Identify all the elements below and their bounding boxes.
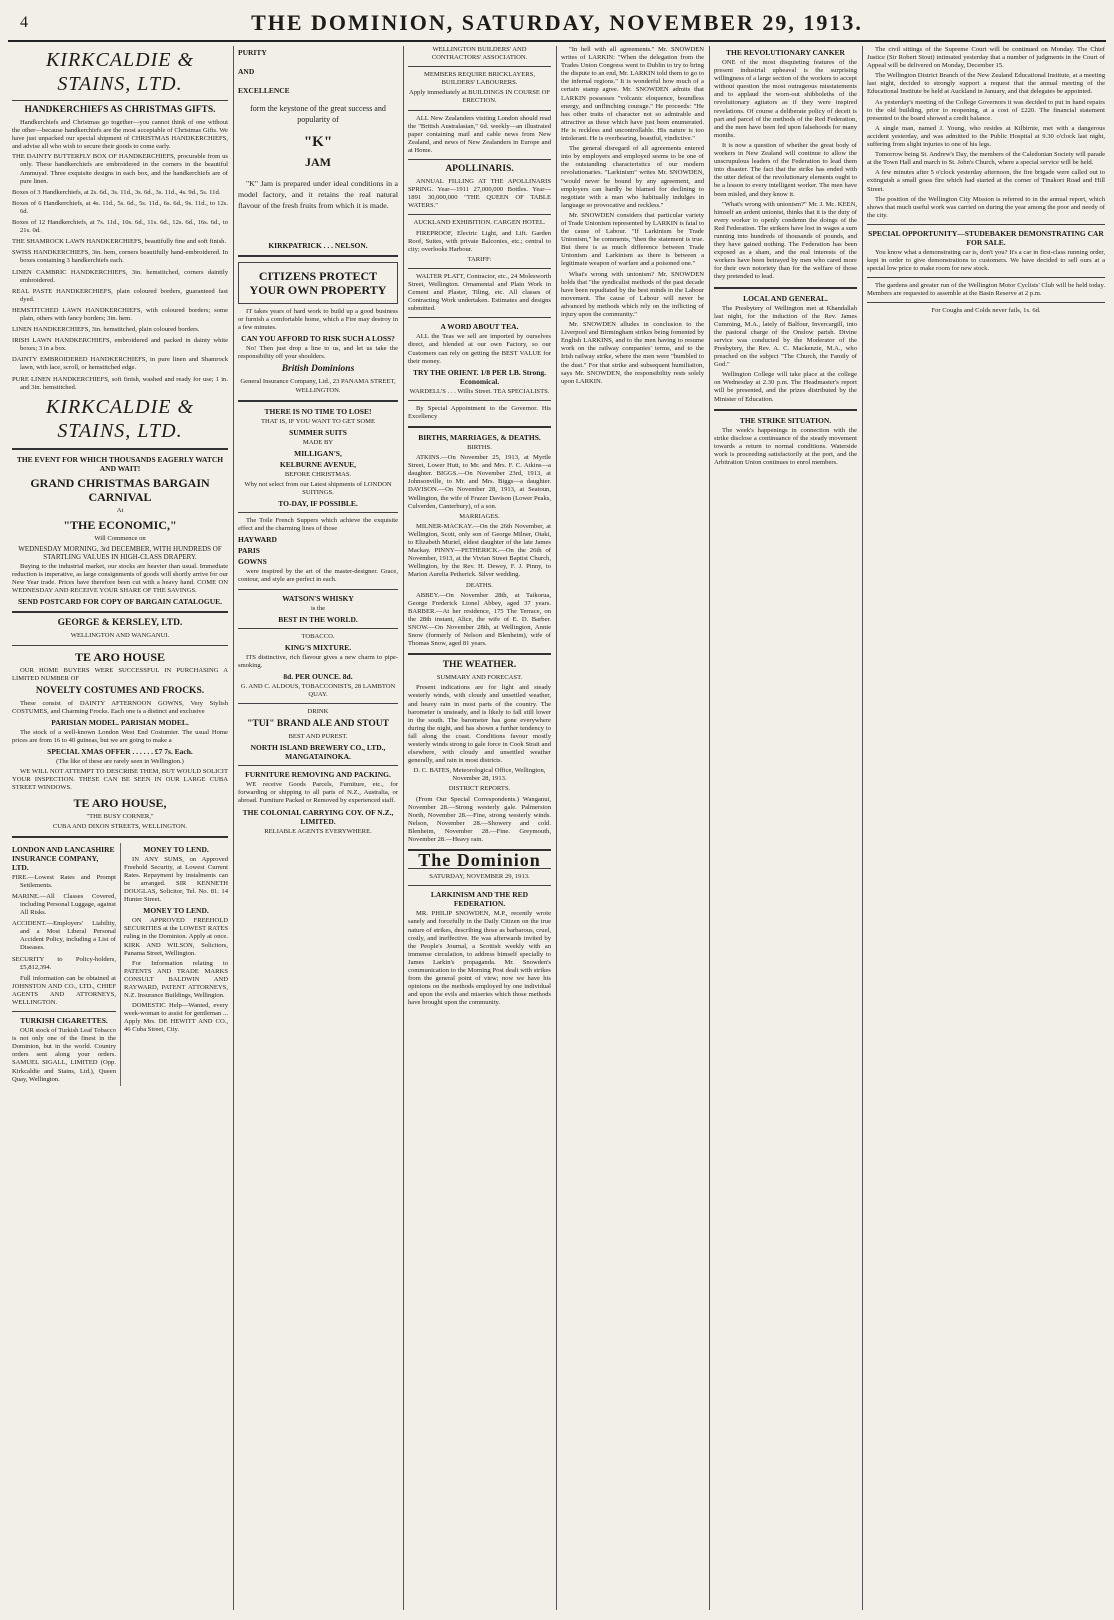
te-aro-text: These consist of DAINTY AFTERNOON GOWNS, Very Stylish COSTUMES, and Charming Frocks. Each one is a distinct and exclusive <box>12 699 228 715</box>
that-line: THAT IS, IF YOU WANT TO GET SOME <box>260 417 376 425</box>
local-paragraph: The Wellington District Branch of the New Zealand Educational Institute, at a meeting last night, decided to strongly support a request that the annual meeting of the Educational Institute be held at Auckland in January, and that delegates be appointed. <box>867 72 1105 96</box>
today-line: TO-DAY, IF POSSIBLE. <box>278 499 358 509</box>
made-line: MADE BY <box>302 438 334 446</box>
kings-heading: KING'S MIXTURE. <box>284 642 352 652</box>
money-heading: MONEY TO LEND. <box>143 844 209 854</box>
nodrop-text: No! Then just drop a line to us, and let us take the responsibility off your shoulders. <box>238 345 398 361</box>
handkerchief-item: THE SHAMROCK LAWN HANDKERCHIEFS, beautifully fine and soft finish. <box>12 238 227 246</box>
kirkcaldie-logo: KIRKCALDIE & STAINS, LTD. <box>45 49 195 95</box>
tariff-line: TARIFF: <box>467 255 492 263</box>
northisland-line: NORTH ISLAND BREWERY CO., LTD., MANGATAINOKA. <box>250 743 386 762</box>
money-text: ON APPROVED FREEHOLD SECURITIES at the LOWEST RATES ruling in the Dominion. Apply at once. KIRK AND WILSON, Solicitors, Panama Street, Wellington. <box>124 917 228 957</box>
kirkcaldie-logo: KIRKCALDIE & STAINS, LTD. <box>45 395 195 442</box>
milligan-line: MILLIGAN'S, <box>294 448 342 458</box>
novelty-heading: NOVELTY COSTUMES AND FROCKS. <box>35 685 205 696</box>
motor-cyclists-text: The gardens and greater run of the Wellington Motor Cyclists' Club will be held today. Members are requested to assemble at the Basin Reserve at 2 p.m. <box>867 282 1105 298</box>
handkerchief-item: DAINTY EMBROIDERED HANDKERCHIEFS, in pure linen and Shamrock lawn, with lace, scroll, or hemstitched edge. <box>12 356 228 372</box>
before-line: BEFORE CHRISTMAS. <box>284 470 352 478</box>
british-dominions-sub: General Insurance Company, Ltd., 23 PANAMA STREET, WELLINGTON. <box>240 378 396 394</box>
local-paragraph: A single man, named J. Young, who resides at Kilbirnie, met with a dangerous accident yesterday, and was admitted to the Public Hospital at 9.30 o'clock last night, suffering from slight injuries to one of his legs. <box>867 124 1105 149</box>
isthe-line: is the <box>310 604 326 612</box>
column-3 <box>408 46 551 1610</box>
local-paragraph: As yesterday's meeting of the College Governors it was decided to put in hand repairs to the old building, prior to reopening, at a cost of £220. The financial statement presented to the board showed a credit balance. <box>867 98 1105 122</box>
george-kersley-sub: WELLINGTON AND WANGANUI. <box>70 632 170 640</box>
george-kersley-heading: GEORGE & KERSLEY, LTD. <box>57 618 183 629</box>
canker-paragraph: It is now a question of whether the great body of workers in New Zealand will continue to allow the unscrupulous leaders of the Federation to lead them into disaster. The fact that the strike has ended with the utter defeat of the revolutionary elements ought to be a lesson to every intelligent worker. The men have been misled, and they know it. <box>714 141 857 198</box>
apply-text: Apply immediately at BUILDINGS IN COURSE OF ERECTION. <box>408 89 551 105</box>
members-text: MEMBERS REQUIRE BRICKLAYERS, BUILDERS' LABOURERS. <box>424 71 535 87</box>
handkerchief-item: LINEN HANDKERCHIEFS, 3in. hemstitched, plain coloured borders. <box>12 326 200 334</box>
british-dominions-heading: British Dominions <box>281 364 355 375</box>
weather-text: Present indications are for light and steady westerly winds, with cloudy and unsettled weather, and heavy rain in most parts of the country. The barometer is unsteady, and is likely to fall still lower in the south. The barometer has gone everywhere during the night, and has shown a further tendency to fall along the coast. Conditions favour mostly westerly winds strong to gale force in Cook Strait and elsewhere, with cloudy and unsettled weather generally, and rain in most districts. <box>408 684 551 765</box>
handkerchief-item: LINEN CAMBRIC HANDKERCHIEFS, 3in. hemstitched, corners daintily embroidered. <box>12 268 228 284</box>
canker-heading: THE REVOLUTIONARY CANKER <box>726 48 845 57</box>
citizens-text: IT takes years of hard work to build up a good business or furnish a comfortable home, which a Fire may destroy in a few minutes. <box>238 308 398 332</box>
citizens-heading: CITIZENS PROTECT YOUR OWN PROPERTY <box>249 269 387 297</box>
handkerchief-item: PURE LINEN HANDKERCHIEFS, soft finish, washed and ready for use; 1 in. and 3in. hemstitched. <box>12 375 228 391</box>
at-text: At <box>116 506 124 514</box>
studebaker-text: You know what a demonstrating car is, don't you? It's a car in first-class running order, kept in order to give demonstrations to customers. We have decided to sell ours at a special low price to make room for new stock. <box>867 248 1105 273</box>
wednesday-text: WEDNESDAY MORNING, 3rd DECEMBER, WITH HUNDREDS OF STARTLING VALUES IN HIGH-CLASS DRAPERY. <box>18 544 222 561</box>
watsons-heading: WATSON'S WHISKY <box>282 593 354 603</box>
strike-heading: THE STRIKE SITUATION. <box>739 415 832 425</box>
walter-text: WALTER PLATT, Contractor, etc., 24 Molesworth Street, Wellington. Ornamental and Plain Work in Cement and Plaster, Tiling, etc. All classes of Contracting Work undertaken. Estimates and designs submitted. <box>408 272 551 313</box>
nz-text: ALL New Zealanders visiting London should read the "British Australasian," 6d. weekly—an illustrated paper containing mail and cable news from New Zealand, and news of New Zealanders in Europe and at Home. <box>408 114 551 154</box>
turkish-text: OUR stock of Turkish Leaf Tobacco is not only one of the finest in the Dominion, but in the world. Country orders sent along your orders. SAMUEL SIGALL, LIMITED (Opp. Kirkcaldie and Stains, Ltd.), Queen Quay, Wellington. <box>12 1027 116 1083</box>
paris-line: PARIS <box>238 546 260 556</box>
handkerchief-item: HEMSTITCHED LAWN HANDKERCHIEFS, with coloured borders; some plain, others with fancy borders; 3in. hem. <box>12 306 228 322</box>
best-line: BEST IN THE WORLD. <box>278 614 358 624</box>
births-heading: BIRTHS. <box>467 444 492 451</box>
special-line: By Special Appointment to the Governor. His Excellency <box>408 404 551 420</box>
column-rule <box>862 46 863 1610</box>
carnival-heading: GRAND CHRISTMAS BARGAIN CARNIVAL <box>30 475 210 504</box>
editorial-paragraph: Mr. SNOWDEN alludes in conclusion to the Liverpool and Birmingham strikes being fomented by English LARKINS, and to the men having to resume work on the railway companies' terms, and to the Irish railway strike, where the men were "humbled to the dust." For that strike and subsequent humiliation, says Mr. SNOWDEN, the responsibility rests solely upon LARKIN. <box>561 321 704 385</box>
toile-text: The Toile French Suppers which achieve the exquisite effect and the charming lines of those <box>238 517 398 533</box>
larkinism-text: MR. PHILIP SNOWDEN, M.P., recently wrote sanely and forcefully in the Daily Citizen on the true nature of strikes, describing those as barbarous, cruel, costly, and ineffective. He was afterwards invited by the People's Journal, a Scottish weekly with an immense circulation, to address himself specially to James Larkin's propaganda. Mr. Snowden's communication to the Morning Post dealt with strikes from the general point of view; now we have his opinions on the methods employed by one individual and upon the evils and miseries which those methods have brought upon the community. <box>408 910 551 1007</box>
insurance-item: ACCIDENT.—Employers' Liability, and a Most Liberal Personal Accident Policy, including a List of Diseases. <box>12 920 116 952</box>
tea-heading: A WORD ABOUT TEA. <box>440 322 519 332</box>
deaths-text: ABBEY.—On November 28th, at Taikorua, George Frederick Lionel Abbey, aged 37 years. BARBER.—At her residence, 175 The Terrace, on the 28th instant, Alice, the wife of E. D. Barber. SNOW.—On November 28th, at Wellington, Annie Snow (formerly of Nelson and Blenheim), wife of Thomas Snow, aged 81 years. <box>408 591 551 648</box>
aldous-text: G. AND C. ALDOUS, TOBACCONISTS, 28 LAMBTON QUAY. <box>240 682 396 698</box>
district-text: (From Our Special Correspondents.) Wanganui, November 28.—Strong westerly gale. Palmerston North, November 28.—Fine, strong westerly winds. Nelson, November 28.—Showery and cold. Blenheim, November 28.—Fine. Greymouth, November 28.—Heavy rain. <box>408 795 551 844</box>
local-paragraph: The civil sittings of the Supreme Court will be continued on Monday. The Chief Justice (Sir Robert Stout) intimated yesterday that a number of judgments in the Court of Appeal will be delivered on Monday, December 15. <box>867 46 1105 70</box>
editorial-paragraph: The general disregard of all agreements entered into by employers and employed seems to be one of the outstanding characteristics of our modern revolutionaries. "Larkinism" writes Mr. SNOWDEN, "would never be bound by any agreement, and employers can hardly be blamed for declining to negotiate with a man who habitually indulges in language so provocative and reckless." <box>561 145 704 209</box>
strike-paragraph: The week's happenings in connection with the strike disclose a continuance of the steady movement towards a return to normal conditions. Waterside work is proceeding satisfactorily at the port, and the Arbitration Union continues to enrol members. <box>714 426 857 467</box>
gowns-line: GOWNS <box>238 557 267 567</box>
masthead <box>8 6 1106 42</box>
handkerchief-item: Boxes of 3 Handkerchiefs, at 2s. 6d., 3s. 11d., 3s. 6d., 3s. 11d., 4s. 9d., 5s. 11d. <box>12 188 221 196</box>
bmd-heading: BIRTHS, MARRIAGES, & DEATHS. <box>418 433 541 442</box>
jam-text: "K" Jam is prepared under ideal conditions in a model factory, and it retains the real natural flavour of the fresh fruits from which it is made. <box>238 179 398 210</box>
money-heading: MONEY TO LEND. <box>143 906 209 916</box>
editorial-paragraph: Mr. SNOWDEN considers that particular variety of Trade Unionism represented by LARKIN is fatal to the cause of Labour. "If Larkinism be Trade Unionism," he comments, "then the statement is true. But there is as much difference between Trade Unionism and Larkinism as there is between a legitimate weapon of warfare and a poisoned one." <box>561 211 704 268</box>
local-paragraph: Tomorrow being St. Andrew's Day, the members of the Caledonian Society will parade at the Town Hall and march to St. John's Church, where a special service will be held. <box>867 151 1105 167</box>
kirkpatrick-line: KIRKPATRICK . . . NELSON. <box>268 241 368 250</box>
xmas-offer: SPECIAL XMAS OFFER . . . . . . £7 7s. Each. <box>47 747 193 757</box>
handkerchief-item: IRISH LAWN HANDKERCHIEFS, embroidered and packed in dainty white boxes; 3 in a box. <box>12 337 228 353</box>
te-aro-heading-2: TE ARO HOUSE, <box>73 795 167 810</box>
births-text: ATKINS.—On November 25, 1913, at Myrtle Street, Lower Hutt, to Mr. and Mrs. F. C. Atkins—a daughter. BIGGS.—On November 23rd, 1913, at Johnsonville, to Mr. and Mrs. Biggs—a daughter. DAVISON.—On November 28, 1913, at Seatoun, Wellington, the wife of Frazer Davison (Lower Peaks, Culverden, Canterbury), of a son. <box>408 454 551 510</box>
insurance-heading: LONDON AND LANCASHIRE INSURANCE COMPANY, LTD. <box>12 844 115 872</box>
money-text: IN ANY SUMS, on Approved Freehold Security, at Lowest Current Rates. Repayment by instalments can be arranged. SIR KENNETH DOUGLAS, Solicitor, Tel. No. 81. 14 Hunter Street. <box>124 855 228 904</box>
rarely-text: (The like of these are rarely seen in Wellington.) <box>56 758 184 766</box>
coughs-line: For Coughs and Colds never fails, 1s. 6d. <box>931 307 1041 315</box>
keystone-text: form the keystone of the great success and popularity of <box>250 104 386 124</box>
inspired-text: were inspired by the art of the master-designer. Grace, contour, and style are perfect in each. <box>238 568 398 584</box>
insurance-item: MARINE.—All Classes Covered, including Personal Luggage, against All Risks. <box>12 892 116 917</box>
canker-paragraph: "What's wrong with unionism?" Mr. J. Mc. KEEN, himself an ardent unionist, thinks that it is the duty of every worker to openly condemn the doings of the Red Federation. The strikers have lost in wages a sum running into hundreds of thousands of pounds, and they have gained nothing. The Federation has been exposed as a sham, and the real interests of the workers have been betrayed by men who cared more for their own notoriety than for the welfare of those they pretended to lead. <box>714 200 857 281</box>
furniture-heading: FURNITURE REMOVING AND PACKING. <box>245 770 391 780</box>
marriages-text: MILNER-MACKAY.—On the 26th November, at Wellington, Scott, only son of George Milner, Otaki, to Elizabeth Muriel, eldest daughter of the late James Mackay. PINNY—PETHERICK.—On the 26th of November, 1913, at the Vivian Street Baptist Church, Wellington, by the Rev. H. Dewey, F. J. Pinny, to Marion Aurelia Petherick. Silver wedding. <box>408 522 551 579</box>
dominion-nameplate: The Dominion <box>418 850 541 871</box>
column-rule <box>233 46 234 1610</box>
local-heading: LOCAL AND GENERAL. <box>743 293 828 303</box>
column-5 <box>714 46 857 1610</box>
dominion-date: SATURDAY, NOVEMBER 29, 1913. <box>429 873 530 881</box>
page-number: 4 <box>20 14 28 31</box>
canker-paragraph: ONE of the most disquieting features of the present industrial upheaval is the surprising willingness of a large section of the workers to accept without question the most outrageous misstatements and to applaud the worn-out shibboleths of the revolutionary agitators as if they were inspired revelations. Of course a deliberate policy of deceit is part and parcel of the methods of the Red Federation, and the men have been fed upon falsehoods for many months. <box>714 59 857 139</box>
handkerchief-item: Boxes of 12 Handkerchiefs, at 7s. 11d., 10s. 6d., 11s. 6d., 12s. 6d., 16s. 6d., to 21s. 0d. <box>12 219 228 235</box>
column-rule <box>709 46 710 1610</box>
jam-brand: JAM <box>305 155 331 169</box>
kings-price: 8d. PER OUNCE. 8d. <box>283 671 353 681</box>
column-2 <box>238 46 398 1610</box>
apollinaris-text: ANNUAL FILLING AT THE APOLLINARIS SPRING. Year—1911 27,000,000 Bottles. Year—1891 30,000,000 "THE QUEEN OF TABLE WATERS." <box>408 178 551 210</box>
handkerchiefs-heading: HANDKERCHIEFS AS CHRISTMAS GIFTS. <box>24 105 216 115</box>
event-line: THE EVENT FOR WHICH THOUSANDS EAGERLY WATCH AND WAIT! <box>16 454 224 473</box>
notime-line: THERE IS NO TIME TO LOSE! <box>264 406 372 416</box>
kings-text: ITS distinctive, rich flavour gives a new charm to pipe-smoking. <box>238 653 398 669</box>
marriages-heading: MARRIAGES. <box>459 512 500 520</box>
hayward-line: HAYWARD <box>238 535 277 545</box>
column-rule <box>556 46 557 1610</box>
patents-text: For Information relating to PATENTS AND TRADE MARKS CONSULT BALDWIN AND RAYWARD, PATENT ATTORNEYS, N.Z. Insurance Buildings, Wellington. <box>124 959 228 1000</box>
k-brand: "K" <box>303 134 333 150</box>
summer-line: SUMMER SUITS <box>289 427 347 437</box>
district-heading: DISTRICT REPORTS. <box>448 785 511 793</box>
local-paragraph: The Presbytery of Wellington met at Khandallah last night, for the induction of the Rev. James Cumming, M.A., lately of Balfour, Invercargill, into the pastoral charge of the Onslow parish. Divine service was conducted by the Moderator of the Presbytery, the Rev. A. C. Mackenzie, M.A., who preached on the subject "The Church, the Family of God." <box>714 304 857 369</box>
afford-line: CAN YOU AFFORD TO RISK SUCH A LOSS? <box>241 334 395 344</box>
handkerchief-item: REAL PASTE HANDKERCHIEFS, plain coloured borders, guaranteed fast dyed. <box>12 287 228 303</box>
handkerchief-item: SWISS HANDKERCHIEFS, 3in. hem, corners beautifully hand-embroidered. In boxes containing 3 handkerchiefs each. <box>12 249 228 265</box>
postcard-line: SEND POSTCARD FOR COPY OF BARGAIN CATALOGUE. <box>18 597 222 607</box>
local-paragraph: The position of the Wellington City Mission is referred to in the annual report, which shows that much useful work was carried on during the year among the poor and needy of the city. <box>867 195 1105 219</box>
excellence-line: EXCELLENCE <box>238 86 290 95</box>
parisian-line: PARISIAN MODEL. PARISIAN MODEL. <box>51 717 189 727</box>
masthead-title: THE DOMINION, SATURDAY, NOVEMBER 29, 1913. <box>251 10 863 35</box>
handkerchiefs-intro: Handkerchiefs and Christmas go together—you cannot think of one without the other—because handkerchiefs are the most acceptable of Christmas Gifts. We have just unpacked our special shipment of CHRISTMAS HANDKERCHIEFS, and advise all who wish to secure their goods to come early. <box>12 119 228 151</box>
tea-try: TRY THE ORIENT. 1/8 PER LB. Strong. Economical. <box>412 367 547 386</box>
builders-heading: WELLINGTON BUILDERS' AND CONTRACTORS' ASSOCIATION. <box>431 46 528 62</box>
reliable-line: RELIABLE AGENTS EVERYWHERE. <box>264 827 372 835</box>
purity-line: PURITY <box>238 48 267 57</box>
colonial-heading: THE COLONIAL CARRYING COY. OF N.Z., LIMITED. <box>242 807 394 826</box>
tea-text: ALL the Teas we sell are imported by ourselves direct, and blended at our own Factory, so our Customers can rely on getting the BEST VALUE for their money. <box>408 333 551 365</box>
insurance-info: Full information can be obtained at JOHNSTON AND CO., LTD., CHIEF AGENTS AND ATTORNEYS, WELLINGTON. <box>12 974 116 1006</box>
handkerchief-item: THE DAINTY BUTTERFLY BOX OF HANDKERCHIEFS, procurable from us only. These handkerchiefs are embroidered in the corners in the beautiful Ammuyaf. Three exquisite designs in each box, and the handkerchiefs are of pure linen. <box>12 153 228 185</box>
handkerchief-item: Boxes of 6 Handkerchiefs, at 4s. 11d., 5s. 6d., 5s. 11d., 6s. 6d., 9s. 11d., to 12s. 6d. <box>12 199 228 215</box>
editorial-paragraph: "In hell with all agreements." Mr. SNOWDEN writes of LARKIN: "When the delegation from the Trades Union Congress went to Dublin to try to bring the dispute to an end, Mr. LARKIN told them to go to the infernal regions." It is wonderful how much of a certain stamp agree. Mr. SNOWDEN admits that LARKIN possesses "volcanic eloquence, boundless energy, and unflinching courage." He proceeds: "He has other traits of character not so admirable and attractive as those which have just been enumerated. He is reckless and uncontrollable. His nature is too intolerant. He is overbearing, boastful, vindictive." <box>561 46 704 143</box>
column-rule <box>403 46 404 1610</box>
met-line: D. C. BATES, Meteorological Office, Wellington, November 28, 1913. <box>413 767 546 783</box>
deaths-heading: DEATHS. <box>466 581 493 589</box>
furniture-text: WE receive Goods Parcels, Furniture, etc., for forwarding or shipping to all parts of N.Z., Australia, or abroad. Furniture Packed or Removed by experienced staff. <box>238 781 398 805</box>
why-line: Why not select from our Latest shipments of LONDON SUITINGS. <box>244 480 392 497</box>
tui-heading: "TUI" BRAND ALE AND STOUT <box>247 719 389 730</box>
buying-text: Buying to the industrial market, our stocks are heavier than usual. Immediate reduction is imperative, as large consignments of goods will shortly arrive for our New Year trade. Prices have therefore been cut with a heavy hand. COME ON WEDNESDAY AND RECEIVE YOUR SHARE OF THE SAVINGS. <box>12 563 228 595</box>
te-aro-text: The stock of a well-known London West End Costumier. The usual Home prices are from 16 to 40 guineas, but we are going to make a <box>12 728 228 745</box>
busy-corner: "THE BUSY CORNER," <box>86 812 154 820</box>
column-4 <box>561 46 704 1610</box>
drink-line: DRINK <box>307 708 329 716</box>
auckland-heading: AUCKLAND EXHIBITION. CARGEN HOTEL. <box>413 219 546 227</box>
and-line: AND <box>238 67 255 76</box>
cuba-text: CUBA AND DIXON STREETS, WELLINGTON. <box>52 822 188 830</box>
local-paragraph: Wellington College will take place at the college on Wednesday at 2.30 p.m. The Headmaster's report will be presented, and the prizes distributed by the Minister of Education. <box>714 371 857 403</box>
turkish-heading: TURKISH CIGARETTES. <box>20 1016 108 1026</box>
commence-text: Will Commence on <box>94 534 146 542</box>
cargen-text: FIREPROOF, Electric Light, and Lift. Garden Roof, Suites, with private Balconies, etc.; central to city; overlooks Harbour. <box>408 229 551 253</box>
domestic-text: DOMESTIC Help—Wanted, every week-woman to assist for gentleman ... Apply Mrs. DE HEWITT AND CO., 46 Cuba Street, City. <box>124 1002 228 1034</box>
te-aro-text: OUR HOME BUYERS WERE SUCCESSFUL IN PURCHASING A LIMITED NUMBER OF <box>12 666 228 682</box>
weather-heading: THE WEATHER. <box>442 660 517 671</box>
weather-summary-heading: SUMMARY AND FORECAST. <box>436 674 523 682</box>
attempt-text: WE WILL NOT ATTEMPT TO DESCRIBE THEM, BUT WOULD SOLICIT YOUR INSPECTION. THESE CAN BE SEEN IN OUR LARGE CUBA STREET WINDOWS. <box>12 768 228 792</box>
studebaker-heading: SPECIAL OPPORTUNITY—STUDEBAKER DEMONSTRATING CAR FOR SALE. <box>868 228 1104 247</box>
insurance-item: SECURITY to Policy-holders, £5,812,394. <box>12 955 116 971</box>
bestpurest-line: BEST AND PUREST. <box>288 733 348 741</box>
kelburne-line: KELBURNE AVENUE, <box>279 459 357 469</box>
apollinaris-heading: APOLLINARIS. <box>445 164 514 175</box>
editorial-paragraph: What's wrong with unionism? Mr. SNOWDEN holds that "the syndicalist methods of the past decade have been repudiated by the best minds in the Labour movement. The cause of Labour will never be advanced by methods which rely on the inflicting of injury upon the community." <box>561 270 704 318</box>
insurance-item: FIRE.—Lowest Rates and Prompt Settlements. <box>12 873 116 889</box>
wardell-line: WARDELL'S . . . Willis Street. TEA SPECIALISTS. <box>409 387 550 395</box>
te-aro-heading: TE ARO HOUSE <box>74 649 166 664</box>
column-6 <box>867 46 1105 1610</box>
economic-heading: "THE ECONOMIC," <box>63 517 177 532</box>
larkinism-heading: LARKINISM AND THE RED FEDERATION. <box>430 890 529 909</box>
tobacco-line: TOBACCO. <box>301 632 335 640</box>
column-1 <box>12 46 228 1610</box>
local-paragraph: A few minutes after 5 o'clock yesterday afternoon, the fire brigade were called out to extinguish a small grass fire which had started at the corner of Tinakori Road and Hill Street. <box>867 169 1105 193</box>
